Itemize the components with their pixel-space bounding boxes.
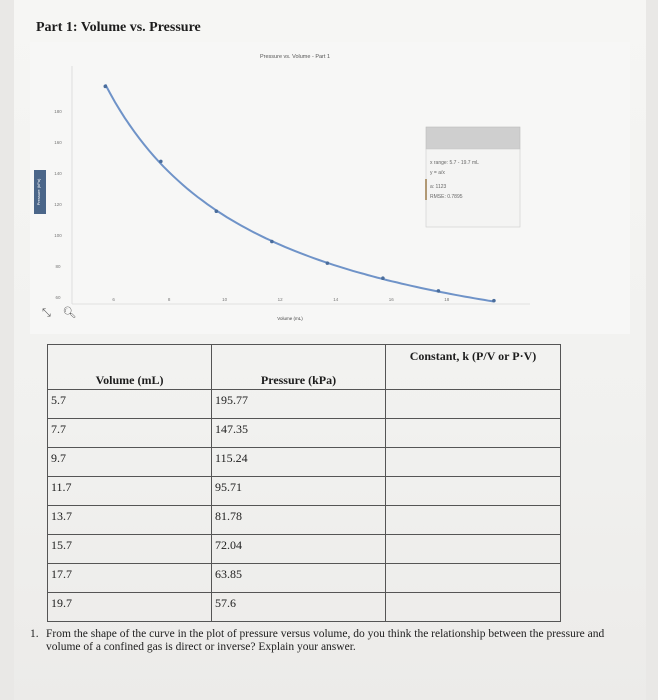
zoom-icon[interactable]: 🔍︎ [62, 306, 77, 319]
pressure-value: 195.77 [215, 393, 249, 407]
y-tick-label: 140 [54, 170, 62, 176]
y-tick-label: 100 [54, 232, 62, 238]
cell-volume [48, 506, 212, 535]
table-row [48, 448, 561, 477]
data-point[interactable] [437, 289, 441, 293]
page-title: Part 1: Volume vs. Pressure [36, 20, 201, 35]
cell-volume [48, 419, 212, 448]
volume-value: 17.7 [51, 567, 72, 581]
cell-constant[interactable] [385, 593, 560, 622]
cell-pressure [212, 535, 386, 564]
volume-value: 19.7 [51, 596, 72, 610]
x-tick-label: 16 [388, 297, 394, 302]
fit-rmse: RMSE: 0.7895 [430, 194, 463, 200]
cell-constant[interactable] [385, 390, 560, 419]
cell-volume [48, 593, 212, 622]
x-tick-label: 12 [277, 297, 283, 302]
y-tick-label: 160 [54, 139, 62, 145]
pressure-value: 63.85 [215, 567, 243, 581]
fit-range: x range: 5.7 - 19.7 mL [430, 160, 479, 166]
cell-constant[interactable] [385, 506, 560, 535]
cell-constant[interactable] [385, 477, 560, 506]
pressure-value: 81.78 [215, 509, 243, 523]
x-tick-label: 10 [222, 297, 228, 302]
data-table [47, 344, 561, 622]
chart-background [30, 42, 630, 334]
fit-equation: y = a/x [430, 170, 445, 176]
data-point[interactable] [159, 160, 163, 164]
data-point[interactable] [215, 209, 219, 213]
cell-pressure [212, 593, 386, 622]
data-point[interactable] [381, 276, 385, 280]
y-axis-label-group [34, 170, 46, 214]
data-point[interactable] [326, 261, 330, 265]
table-row [48, 506, 561, 535]
curve-fit-box[interactable] [426, 127, 520, 227]
table-row [48, 564, 561, 593]
cell-pressure [212, 564, 386, 593]
x-tick-label: 6 [112, 297, 115, 302]
cell-volume [48, 477, 212, 506]
pressure-value: 72.04 [215, 538, 243, 552]
volume-value: 7.7 [51, 422, 66, 436]
y-tick-label: 60 [55, 294, 61, 300]
data-point[interactable] [104, 85, 108, 89]
question-text: From the shape of the curve in the plot of pressure versus volume, do you think the relationship between the pressure and volume of a confined gas is direct or inverse? Explain your answer. [46, 628, 605, 653]
pressure-value: 115.24 [215, 451, 248, 465]
x-tick-label: 8 [167, 297, 171, 302]
question-1 [30, 628, 610, 654]
cell-constant[interactable] [385, 564, 560, 593]
pressure-value: 57.6 [215, 596, 237, 610]
y-axis-label: Pressure (kPa) [36, 178, 41, 206]
cell-volume [48, 390, 212, 419]
cell-constant[interactable] [385, 419, 560, 448]
y-tick-label: 80 [55, 263, 61, 269]
data-point[interactable] [270, 240, 274, 244]
table-header-row [48, 345, 561, 390]
graph-toolbar [42, 306, 84, 320]
cell-constant[interactable] [385, 448, 560, 477]
cell-constant[interactable] [385, 535, 560, 564]
volume-value: 5.7 [51, 393, 66, 407]
cell-volume [48, 448, 212, 477]
data-point[interactable] [492, 299, 496, 303]
header-pressure: Pressure (kPa) [212, 345, 386, 390]
table-row [48, 535, 561, 564]
fit-a-value: a: 1123 [430, 184, 447, 190]
cell-pressure [212, 390, 386, 419]
x-tick-label: 18 [444, 297, 450, 302]
question-number: 1. [30, 628, 39, 640]
x-tick-label: 14 [333, 297, 339, 302]
volume-value: 15.7 [51, 538, 72, 552]
cell-pressure [212, 477, 386, 506]
pressure-volume-graph [30, 42, 630, 334]
chart-title: Pressure vs. Volume - Part 1 [260, 54, 330, 60]
cell-volume [48, 535, 212, 564]
y-tick-label: 120 [54, 201, 62, 207]
table-row [48, 390, 561, 419]
volume-value: 9.7 [51, 451, 66, 465]
pressure-value: 95.71 [215, 480, 243, 494]
header-constant: Constant, k (P/V or P·V) [385, 345, 560, 390]
cell-volume [48, 564, 212, 593]
cell-pressure [212, 506, 386, 535]
volume-value: 11.7 [51, 480, 72, 494]
cell-pressure [212, 419, 386, 448]
chart-svg [30, 42, 630, 334]
table-row [48, 419, 561, 448]
volume-value: 13.7 [51, 509, 72, 523]
pointer-icon[interactable]: ⤡ [42, 306, 51, 319]
fit-box-header [426, 127, 520, 149]
table-row [48, 477, 561, 506]
x-axis-label: Volume (mL) [277, 316, 303, 321]
cell-pressure [212, 448, 386, 477]
pressure-value: 147.35 [215, 422, 249, 436]
y-tick-label: 180 [54, 108, 62, 114]
table-row [48, 593, 561, 622]
header-volume: Volume (mL) [48, 345, 212, 390]
